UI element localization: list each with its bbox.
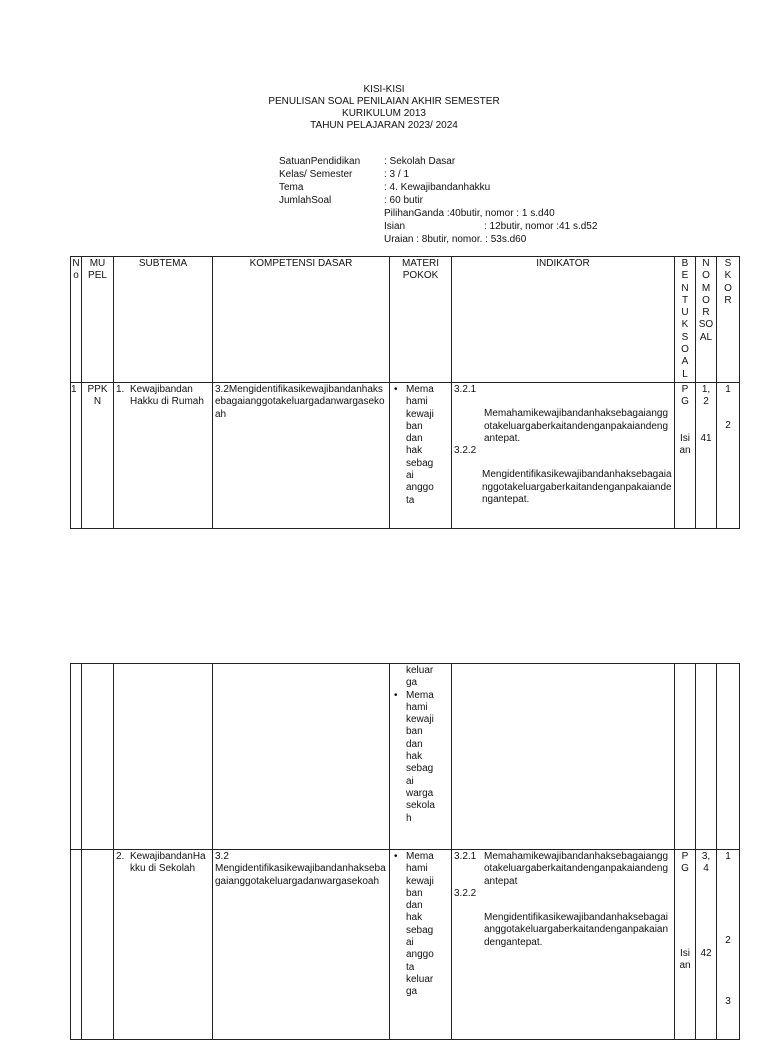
row1-skor: 1 2	[717, 382, 740, 528]
row1-ind1-text: Memahamikewajibandanhaksebagaianggotakeluargaberkaitandenganpakaiandengantepat.	[484, 408, 669, 444]
uraian-value: Uraian : 8butir, nomor. : 53s.d60	[384, 234, 527, 245]
row1-mupel: PPK N	[82, 382, 114, 528]
header-no: No	[71, 257, 82, 383]
row1-nomor: 1, 2 41	[696, 382, 717, 528]
row3-subtema-num: 2.	[116, 851, 125, 862]
isian-value: : 12butir, nomor :41 s.d52	[484, 221, 598, 232]
row1-ind1-num: 3.2.1	[454, 383, 477, 395]
row1-bentuk: P G Isi an	[675, 382, 696, 528]
satuan-label: SatuanPendidikan	[279, 156, 361, 167]
header-mupel: MU PEL	[82, 257, 114, 383]
document-header	[0, 84, 768, 132]
tema-label: Tema	[279, 182, 304, 193]
row3-bentuk: P G Isi an	[675, 850, 696, 1040]
row3-subtema-text: KewajibandanHakku di Sekolah	[130, 851, 206, 875]
row3-ind1-text: Memahamikewajibandanhaksebagaianggotakeluargaberkaitandenganpakaiandengantepat	[484, 851, 669, 887]
header-bentuk: B E N T U K S O A L	[675, 257, 696, 383]
header-kd: KOMPETENSI DASAR	[213, 257, 390, 383]
row1-subtema-text: Kewajibandan Hakku di Rumah	[130, 383, 204, 408]
row3-nomor: 3, 4 42	[696, 850, 717, 1040]
row1-kd: 3.2Mengidentifikasikewajibandanhaksebagaianggotakeluargadanwargasekoah	[213, 382, 390, 528]
info-block	[279, 155, 599, 246]
kelas-value: : 3 / 1	[384, 169, 410, 180]
header-curriculum: KURIKULUM 2013	[342, 108, 426, 119]
row1-indikator	[452, 382, 675, 528]
row1-subtema	[114, 382, 213, 528]
kisi-table-page2	[70, 663, 740, 1040]
row1-no: 1	[71, 382, 82, 528]
jumlah-label: JumlahSoal	[279, 195, 332, 206]
row3-subtema	[114, 850, 213, 1040]
row3-skor: 1 2 3	[717, 850, 740, 1040]
header-indikator: INDIKATOR	[452, 257, 675, 383]
header-year: TAHUN PELAJARAN 2023/ 2024	[310, 120, 458, 131]
table-row	[71, 664, 740, 850]
row3-ind2-num: 3.2.2	[454, 887, 477, 899]
header-subtema: SUBTEMA	[114, 257, 213, 383]
table-row	[71, 382, 740, 528]
jumlah-value: : 60 butir	[384, 195, 423, 206]
row3-indikator	[452, 850, 675, 1040]
table-row	[71, 850, 740, 1040]
row1-subtema-num: 1.	[116, 383, 125, 395]
row3-ind2-text: Mengidentifikasikewajibandanhaksebagaianggotakeluargaberkaitandenganpakaiandengantepat.	[484, 912, 669, 948]
row3-ind1-num: 3.2.1	[454, 851, 477, 862]
row1-ind2-num: 3.2.2	[454, 445, 477, 457]
row3-kd: 3.2 Mengidentifikasikewajibandanhaksebagaianggotakeluargadanwargasekoah	[213, 850, 390, 1040]
isian-label: Isian	[384, 221, 406, 232]
header-subtitle: PENULISAN SOAL PENILAIAN AKHIR SEMESTER	[268, 96, 500, 107]
satuan-value: : Sekolah Dasar	[384, 156, 456, 167]
kisi-table-page1	[70, 256, 740, 529]
row1-ind2-text: Mengidentifikasikewajibandanhaksebagaianggotakeluargaberkaitandenganpakaiandengantepat.	[482, 469, 672, 506]
header-skor: S K O R	[717, 257, 740, 383]
kelas-label: Kelas/ Semester	[279, 169, 353, 180]
header-title: KISI-KISI	[363, 84, 405, 95]
header-materi: MATERI POKOK	[390, 257, 452, 383]
header-nomor: N O M O R SO AL	[696, 257, 717, 383]
row1-materi: • Mema hami kewaji ban dan hak sebag ai anggo ta	[390, 382, 452, 528]
pg-value: PilihanGanda :40butir, nomor : 1 s.d40	[384, 208, 555, 219]
row2-materi: keluar ga • Mema hami kewaji ban dan hak sebag ai warga sekola h	[390, 664, 452, 850]
tema-value: : 4. Kewajibandanhakku	[384, 182, 491, 193]
row3-materi: • Mema hami kewaji ban dan hak sebag ai anggo ta keluar ga	[390, 850, 452, 1040]
